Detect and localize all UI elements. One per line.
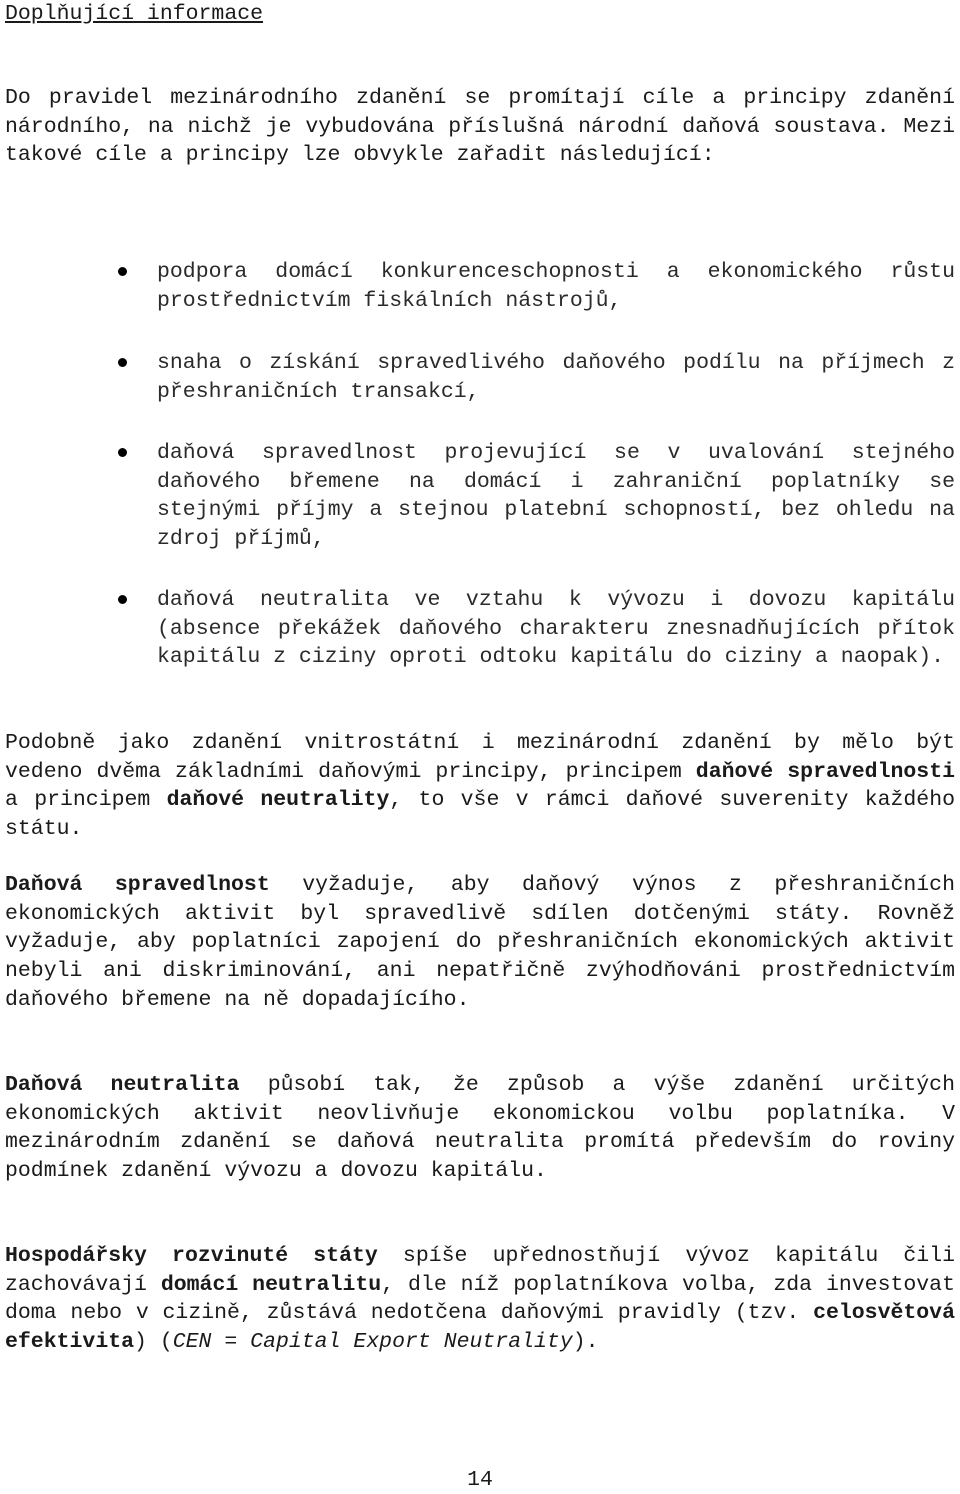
list-item-text: snaha o získání spravedlivého daňového podílu na příjmech z přeshraničních transakcí,: [157, 351, 955, 404]
bullet-icon: [118, 448, 127, 457]
term-tax-justice: Daňová spravedlnost: [5, 873, 270, 897]
list-item: [157, 349, 955, 406]
paragraph-text: ).: [572, 1330, 599, 1355]
term-developed-states: Hospodářsky rozvinuté státy: [5, 1244, 378, 1268]
term-global-efficiency: celosvětová efektivita: [5, 1301, 955, 1355]
tax-justice-paragraph: [5, 871, 955, 1015]
paragraph-text: působí tak, že způsob a výše zdanění určitých ekonomických aktivit neovlivňuje ekonomickou volbu poplatníka. V mezinárodním zdanění se daňová neutralita promítá především do roviny podmínek zdanění vývozu a dovozu kapitálu.: [5, 1073, 955, 1184]
paragraph-text: , to vše v rámci daňové suverenity každého státu.: [5, 788, 956, 842]
term-tax-neutrality: daňové neutrality: [166, 788, 390, 813]
paragraph-text: spíše upřednostňují vývoz kapitálu čili zachovávají: [5, 1244, 956, 1297]
bullet-icon: [118, 595, 127, 604]
page-number: 14: [467, 1468, 493, 1492]
paragraph-text: a principem: [5, 788, 167, 813]
cen-abbreviation: CEN = Capital Export Neutrality: [172, 1330, 573, 1355]
principles-paragraph: [5, 729, 955, 844]
list-item-text: daňová spravedlnost projevující se v uvalování stejného daňového břemene na domácí i zahraniční poplatníky se stejnými příjmy a stejnou platební schopností, bez ohledu na zdroj příjmů,: [157, 441, 955, 552]
paragraph-text: vyžaduje, aby daňový výnos z přeshraničních ekonomických aktivit byl spravedlivě sdílen dotčenými státy. Rovněž vyžaduje, aby poplatníci zapojení do přeshraničních ekonomických aktivit nebyli ani diskriminování, ani nepatřičně zvýhodňováni prostřednictvím daňového břemene na ně dopadajícího.: [5, 873, 955, 1012]
list-item-text: daňová neutralita ve vztahu k vývozu i dovozu kapitálu (absence překážek daňového charakteru znesnadňujících přítok kapitálu z ciziny oproti odtoku kapitálu do ciziny a naopak).: [157, 588, 955, 670]
paragraph-text: Podobně jako zdanění vnitrostátní i mezinárodní zdanění by mělo být vedeno dvěma základními daňovými principy, principem: [5, 731, 955, 784]
developed-states-paragraph: [5, 1242, 955, 1357]
term-domestic-neutrality: domácí neutralitu: [160, 1272, 382, 1297]
intro-paragraph: Do pravidel mezinárodního zdanění se promítají cíle a principy zdanění národního, na nichž je vybudována příslušná národní daňová soustava. Mezi takové cíle a principy lze obvykle zařadit následující:: [5, 86, 955, 168]
term-tax-neutrality: Daňová neutralita: [5, 1073, 240, 1097]
list-item-text: podpora domácí konkurenceschopnosti a ekonomického růstu prostřednictvím fiskálních nástrojů,: [157, 260, 955, 313]
term-tax-justice: daňové spravedlnosti: [695, 759, 956, 784]
list-item: [157, 439, 955, 554]
list-item: [157, 586, 955, 672]
paragraph-text: ) (: [134, 1330, 173, 1355]
bullet-icon: [118, 267, 127, 276]
list-item: [157, 258, 955, 315]
tax-neutrality-paragraph: [5, 1071, 955, 1186]
bullet-icon: [118, 358, 127, 367]
paragraph-text: , dle níž poplatníkova volba, zda investovat doma nebo v cizině, zůstává nedotčena daňovými pravidly (tzv.: [5, 1272, 955, 1326]
section-heading: Doplňující informace: [5, 2, 264, 26]
